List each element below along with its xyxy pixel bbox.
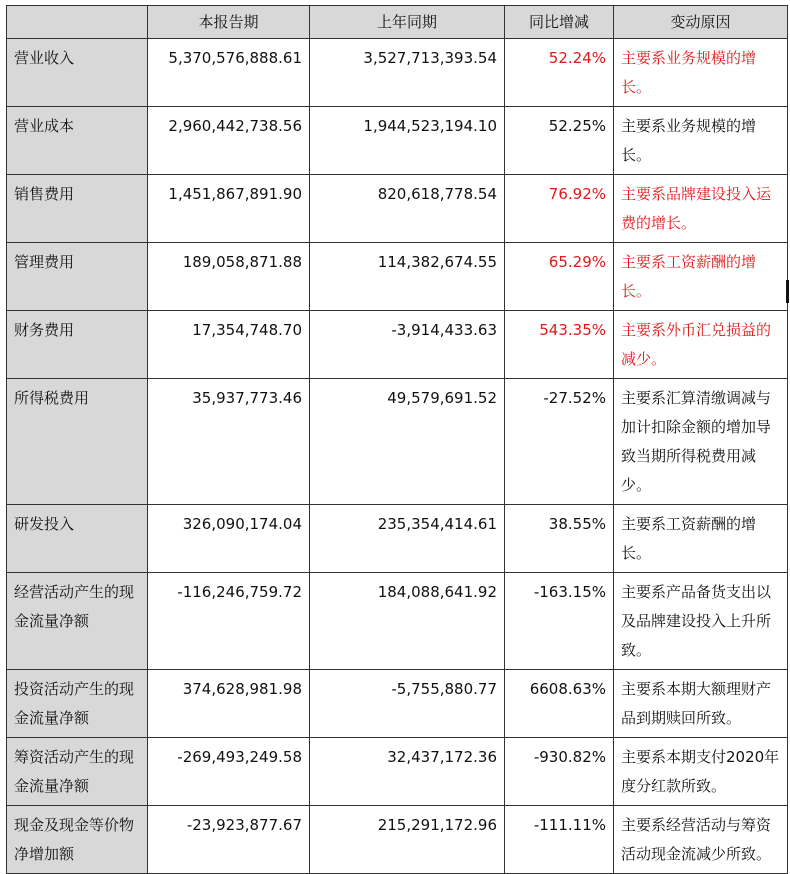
row-current-value: -116,246,759.72 xyxy=(148,573,310,670)
row-current-value: 5,370,576,888.61 xyxy=(148,39,310,107)
row-current-value: 326,090,174.04 xyxy=(148,505,310,573)
row-yoy-value: -163.15% xyxy=(505,573,614,670)
row-reason-text: 主要系产品备货支出以及品牌建设投入上升所致。 xyxy=(614,573,788,670)
table-row xyxy=(7,243,788,311)
table-row xyxy=(7,175,788,243)
row-item-label: 销售费用 xyxy=(7,175,148,243)
table-row xyxy=(7,738,788,806)
table-row xyxy=(7,670,788,738)
row-reason-text: 主要系品牌建设投入运费的增长。 xyxy=(614,175,788,243)
row-yoy-value: 65.29% xyxy=(505,243,614,311)
row-current-value: 35,937,773.46 xyxy=(148,379,310,505)
header-current-period: 本报告期 xyxy=(148,6,310,39)
row-reason-text: 主要系工资薪酬的增长。 xyxy=(614,243,788,311)
table-row xyxy=(7,39,788,107)
row-current-value: 374,628,981.98 xyxy=(148,670,310,738)
table-row xyxy=(7,505,788,573)
row-item-label: 财务费用 xyxy=(7,311,148,379)
row-yoy-value: -111.11% xyxy=(505,806,614,874)
row-item-label: 经营活动产生的现金流量净额 xyxy=(7,573,148,670)
row-item-label: 研发投入 xyxy=(7,505,148,573)
row-prior-value: 114,382,674.55 xyxy=(310,243,505,311)
row-yoy-value: 6608.63% xyxy=(505,670,614,738)
row-current-value: 2,960,442,738.56 xyxy=(148,107,310,175)
row-item-label: 所得税费用 xyxy=(7,379,148,505)
row-current-value: -269,493,249.58 xyxy=(148,738,310,806)
row-item-label: 管理费用 xyxy=(7,243,148,311)
row-prior-value: -3,914,433.63 xyxy=(310,311,505,379)
row-prior-value: 235,354,414.61 xyxy=(310,505,505,573)
row-reason-text: 主要系经营活动与筹资活动现金流减少所致。 xyxy=(614,806,788,874)
header-change-reason: 变动原因 xyxy=(614,6,788,39)
row-yoy-value: -930.82% xyxy=(505,738,614,806)
row-prior-value: 215,291,172.96 xyxy=(310,806,505,874)
row-item-label: 现金及现金等价物净增加额 xyxy=(7,806,148,874)
header-yoy-change: 同比增减 xyxy=(505,6,614,39)
row-current-value: 189,058,871.88 xyxy=(148,243,310,311)
row-yoy-value: 38.55% xyxy=(505,505,614,573)
text-cursor xyxy=(786,280,789,303)
row-reason-text: 主要系汇算清缴调减与加计扣除金额的增加导致当期所得税费用减少。 xyxy=(614,379,788,505)
row-reason-text: 主要系业务规模的增长。 xyxy=(614,107,788,175)
row-reason-text: 主要系本期支付2020年度分红款所致。 xyxy=(614,738,788,806)
row-item-label: 营业收入 xyxy=(7,39,148,107)
row-prior-value: 3,527,713,393.54 xyxy=(310,39,505,107)
table-row xyxy=(7,806,788,874)
row-reason-text: 主要系外币汇兑损益的减少。 xyxy=(614,311,788,379)
row-current-value: 1,451,867,891.90 xyxy=(148,175,310,243)
table-row xyxy=(7,311,788,379)
row-yoy-value: 543.35% xyxy=(505,311,614,379)
row-prior-value: -5,755,880.77 xyxy=(310,670,505,738)
row-item-label: 营业成本 xyxy=(7,107,148,175)
row-reason-text: 主要系本期大额理财产品到期赎回所致。 xyxy=(614,670,788,738)
row-current-value: -23,923,877.67 xyxy=(148,806,310,874)
table-row xyxy=(7,107,788,175)
row-prior-value: 32,437,172.36 xyxy=(310,738,505,806)
row-item-label: 筹资活动产生的现金流量净额 xyxy=(7,738,148,806)
row-yoy-value: 52.24% xyxy=(505,39,614,107)
header-prior-period: 上年同期 xyxy=(310,6,505,39)
header-row xyxy=(7,6,788,39)
row-reason-text: 主要系业务规模的增长。 xyxy=(614,39,788,107)
row-yoy-value: 52.25% xyxy=(505,107,614,175)
financial-table xyxy=(6,5,788,874)
table-row xyxy=(7,379,788,505)
row-yoy-value: -27.52% xyxy=(505,379,614,505)
row-prior-value: 1,944,523,194.10 xyxy=(310,107,505,175)
row-prior-value: 820,618,778.54 xyxy=(310,175,505,243)
row-reason-text: 主要系工资薪酬的增长。 xyxy=(614,505,788,573)
header-item xyxy=(7,6,148,39)
row-prior-value: 49,579,691.52 xyxy=(310,379,505,505)
table-row xyxy=(7,573,788,670)
row-prior-value: 184,088,641.92 xyxy=(310,573,505,670)
row-item-label: 投资活动产生的现金流量净额 xyxy=(7,670,148,738)
row-current-value: 17,354,748.70 xyxy=(148,311,310,379)
row-yoy-value: 76.92% xyxy=(505,175,614,243)
